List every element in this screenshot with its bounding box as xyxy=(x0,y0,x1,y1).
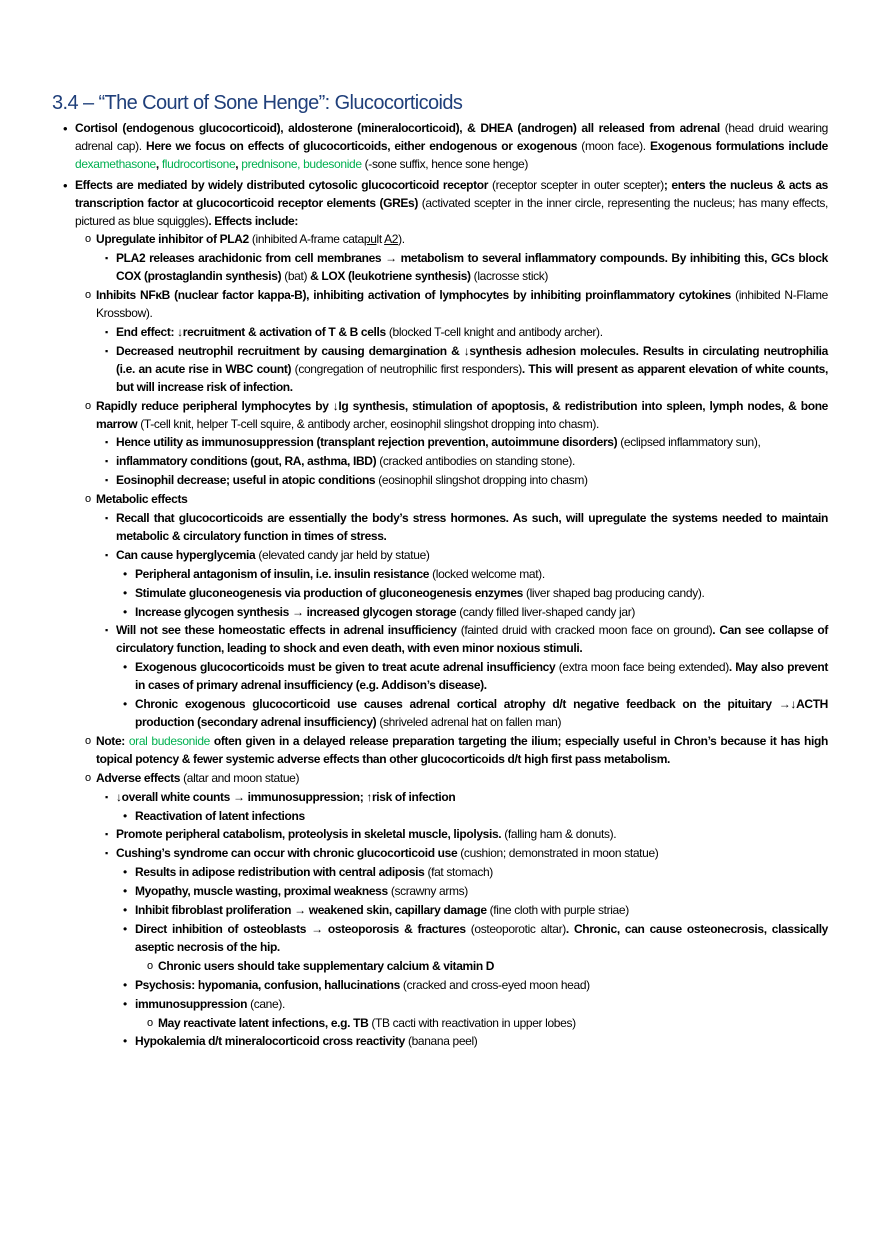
key-point-text: Increase glycogen synthesis → increased glycogen storage xyxy=(135,604,460,619)
bullet-marker-icon: o xyxy=(85,734,91,747)
list-item xyxy=(123,864,828,882)
bullet-marker-icon: • xyxy=(123,884,127,899)
bullet-marker-icon: ▪ xyxy=(105,549,108,560)
bullet-marker-icon: o xyxy=(85,289,91,302)
key-point-text: immunosuppression xyxy=(135,996,251,1011)
mnemonic-text: (fine cloth with purple striae) xyxy=(489,903,629,918)
list-item xyxy=(147,1015,828,1033)
bullet-marker-icon: • xyxy=(63,177,68,193)
bullet-marker-icon: o xyxy=(85,771,91,784)
key-point-text: Decreased neutrophil recruitment by causing demargination & ↓synthesis adhesion molecules. Results in circulating neutrophilia (i.e. an acute rise in WBC count) xyxy=(116,343,828,376)
mnemonic-text: (candy filled liver-shaped candy jar) xyxy=(459,604,635,619)
key-point-text: Stimulate gluconeogenesis via production of gluconeogenesis enzymes xyxy=(135,585,526,600)
list-item xyxy=(105,826,828,844)
mnemonic-text: (eosinophil slingshot dropping into chasm) xyxy=(378,473,588,488)
key-point-text: Chronic users should take supplementary calcium & vitamin D xyxy=(158,958,495,973)
list-item xyxy=(85,398,828,434)
bullet-marker-icon: ▪ xyxy=(105,791,108,802)
mnemonic-text: (fat stomach) xyxy=(427,865,493,880)
list-item xyxy=(105,324,828,342)
list-item xyxy=(105,472,828,490)
list-item xyxy=(123,659,828,695)
list-item xyxy=(105,343,828,397)
list-item xyxy=(85,287,828,323)
bullet-marker-icon: • xyxy=(123,604,127,619)
key-point-text: Note: xyxy=(96,733,129,748)
bullet-marker-icon: ▪ xyxy=(105,513,108,524)
mnemonic-text: (cracked and cross-eyed moon head) xyxy=(402,977,590,992)
key-point-text: Myopathy, muscle wasting, proximal weakness xyxy=(135,884,391,899)
list-item xyxy=(123,696,828,732)
key-point-text: Will not see these homeostatic effects in adrenal insufficiency xyxy=(116,623,461,638)
key-point-text: Inhibits NFκB (nuclear factor kappa-B), inhibiting activation of lymphocytes by inhibiting proinflammatory cytokines xyxy=(96,288,736,303)
key-point-text: Adverse effects xyxy=(96,770,184,785)
notes-list xyxy=(0,120,880,1051)
drug-name: prednisone, budesonide xyxy=(241,156,362,171)
drug-name: dexamethasone xyxy=(75,156,156,171)
bullet-marker-icon: • xyxy=(123,660,127,675)
key-point-text: End effect: ↓recruitment & activation of T & B cells xyxy=(116,324,389,339)
bullet-marker-icon: • xyxy=(123,996,127,1011)
list-item xyxy=(123,996,828,1014)
key-point-text: , xyxy=(235,156,242,171)
key-point-text: & LOX (leukotriene synthesis) xyxy=(310,269,474,284)
list-item xyxy=(85,770,828,788)
list-item xyxy=(123,902,828,920)
key-point-text: Can cause hyperglycemia xyxy=(116,547,259,562)
bullet-marker-icon: • xyxy=(123,903,127,918)
key-point-text: . Effects include: xyxy=(208,213,299,228)
list-item xyxy=(63,120,829,174)
list-item xyxy=(123,585,828,603)
list-item xyxy=(123,883,828,901)
bullet-marker-icon: o xyxy=(85,399,91,412)
bullet-marker-icon: ▪ xyxy=(105,625,108,636)
mnemonic-text: (T-cell knit, helper T-cell squire, & antibody archer, eosinophil slingshot dropping into chasm). xyxy=(140,416,599,431)
key-point-text: ↓overall white counts → immunosuppression; ↑risk of infection xyxy=(116,789,456,804)
bullet-marker-icon: • xyxy=(123,585,127,600)
key-point-text: Rapidly reduce peripheral lymphocytes by ↓Ig synthesis, stimulation of apoptosis, & redistribution into spleen, lymph nodes, & bone marrow xyxy=(96,398,828,431)
list-item xyxy=(85,231,828,249)
bullet-marker-icon: • xyxy=(123,865,127,880)
mnemonic-text: (-sone suffix, hence sone henge) xyxy=(361,156,529,171)
key-point-text: Eosinophil decrease; useful in atopic conditions xyxy=(116,473,379,488)
list-item xyxy=(105,547,828,565)
mnemonic-text: (elevated candy jar held by statue) xyxy=(258,547,430,562)
list-item xyxy=(123,977,828,995)
mnemonic-text: (liver shaped bag producing candy). xyxy=(525,585,705,600)
key-point-text: . Can see collapse of circulatory function, leading to shock and even death, with even minor noxious stimuli. xyxy=(116,623,828,656)
list-item xyxy=(63,177,828,231)
mnemonic-text: (moon face). xyxy=(581,138,650,153)
drug-name: fludrocortisone xyxy=(161,156,236,171)
mnemonic-text: (osteoporotic altar) xyxy=(470,921,566,936)
list-item xyxy=(105,434,828,452)
mnemonic-text: (cushion; demonstrated in moon statue) xyxy=(460,846,659,861)
key-point-text: Here we focus on effects of glucocorticoids, either endogenous or exogenous xyxy=(146,138,582,153)
list-item xyxy=(123,808,828,826)
key-point-text: . This will present as apparent elevation of white counts, but will increase risk of infection. xyxy=(116,361,828,394)
key-point-text: Direct inhibition of osteoblasts → osteoporosis & fractures xyxy=(135,921,471,936)
key-point-text: Exogenous glucocorticoids must be given to treat acute adrenal insufficiency xyxy=(135,660,559,675)
bullet-marker-icon: ▪ xyxy=(105,437,108,448)
mnemonic-text: A2 xyxy=(384,232,399,247)
mnemonic-text: (banana peel) xyxy=(407,1034,478,1049)
mnemonic-text: (fainted druid with cracked moon face on ground) xyxy=(460,623,713,638)
bullet-marker-icon: ▪ xyxy=(105,456,108,467)
key-point-text: , xyxy=(155,156,162,171)
mnemonic-text: pu xyxy=(363,232,377,247)
key-point-text: . May also prevent in cases of primary adrenal insufficiency (e.g. Addison’s disease). xyxy=(135,660,828,693)
bullet-marker-icon: • xyxy=(123,697,127,712)
mnemonic-text: (inhibited N-Flame Krossbow). xyxy=(96,288,828,321)
bullet-marker-icon: ▪ xyxy=(105,829,108,840)
mnemonic-text: (cracked antibodies on standing stone). xyxy=(379,454,576,469)
mnemonic-text: (receptor scepter in outer scepter) xyxy=(491,177,664,192)
mnemonic-text: (blocked T-cell knight and antibody archer). xyxy=(388,324,603,339)
key-point-text: Exogenous formulations include xyxy=(649,138,828,153)
key-point-text: Upregulate inhibitor of PLA2 xyxy=(96,232,252,247)
list-item xyxy=(105,510,828,546)
key-point-text: Metabolic effects xyxy=(96,492,188,507)
key-point-text: Psychosis: hypomania, confusion, hallucinations xyxy=(135,977,403,992)
key-point-text: Effects are mediated by widely distributed cytosolic glucocorticoid receptor xyxy=(75,177,492,192)
bullet-marker-icon: ▪ xyxy=(105,326,108,337)
mnemonic-text: (altar and moon statue) xyxy=(183,770,300,785)
key-point-text: Inhibit fibroblast proliferation → weakened skin, capillary damage xyxy=(135,903,490,918)
key-point-text: Reactivation of latent infections xyxy=(135,808,305,823)
list-item xyxy=(85,733,828,769)
bullet-marker-icon: ▪ xyxy=(105,253,108,264)
mnemonic-text: (cane). xyxy=(250,996,285,1011)
bullet-marker-icon: o xyxy=(85,493,91,506)
list-item xyxy=(123,1033,828,1051)
key-point-text: Peripheral antagonism of insulin, i.e. insulin resistance xyxy=(135,566,433,581)
page-title: 3.4 – “The Court of Sone Henge”: Glucocorticoids xyxy=(52,92,463,114)
key-point-text: May reactivate latent infections, e.g. TB xyxy=(158,1015,372,1030)
key-point-text: Cushing’s syndrome can occur with chronic glucocorticoid use xyxy=(116,846,461,861)
mnemonic-text: (TB cacti with reactivation in upper lobes) xyxy=(371,1015,576,1030)
key-point-text: inflammatory conditions (gout, RA, asthma, IBD) xyxy=(116,454,380,469)
mnemonic-text: (shriveled adrenal hat on fallen man) xyxy=(379,715,562,729)
bullet-marker-icon: ▪ xyxy=(105,345,108,356)
key-point-text: Hence utility as immunosuppression (transplant rejection prevention, autoimmune disorders) xyxy=(116,435,621,450)
key-point-text: Hypokalemia d/t mineralocorticoid cross reactivity xyxy=(135,1034,408,1049)
list-item xyxy=(105,453,828,471)
bullet-marker-icon: • xyxy=(123,566,127,581)
bullet-marker-icon: o xyxy=(147,959,153,972)
mnemonic-text: (falling ham & donuts). xyxy=(504,827,617,842)
mnemonic-text: lt xyxy=(376,232,385,247)
mnemonic-text: (lacrosse stick) xyxy=(473,269,549,284)
bullet-marker-icon: • xyxy=(123,1034,127,1049)
mnemonic-text: (eclipsed inflammatory sun), xyxy=(620,435,761,450)
key-point-text: Recall that glucocorticoids are essentially the body’s stress hormones. As such, will upregulate the systems needed to maintain metabolic & circulatory function in times of stress. xyxy=(116,511,828,543)
list-item xyxy=(85,491,828,509)
mnemonic-text: (locked welcome mat). xyxy=(432,566,545,581)
bullet-marker-icon: • xyxy=(123,921,127,936)
mnemonic-text: (head druid wearing adrenal cap). xyxy=(75,121,829,153)
key-point-text: . Chronic, can cause osteonecrosis, classically aseptic necrosis of the hip. xyxy=(135,921,828,954)
key-point-text: Cortisol (endogenous glucocorticoid), aldosterone (mineralocorticoid), & DHEA (androgen) all released from adrenal xyxy=(75,121,725,135)
mnemonic-text: (activated scepter in the inner circle, representing the nucleus; has many effects, pictured as blue squiggles) xyxy=(75,195,828,228)
mnemonic-text: (scrawny arms) xyxy=(390,884,468,899)
bullet-marker-icon: • xyxy=(123,977,127,992)
key-point-text: PLA2 releases arachidonic from cell membranes → metabolism to several inflammatory compounds. By inhibiting this, GCs block COX (prostaglandin synthesis) xyxy=(116,251,828,284)
key-point-text: Results in adipose redistribution with central adiposis xyxy=(135,865,428,880)
list-item xyxy=(105,845,828,863)
key-point-text: Promote peripheral catabolism, proteolysis in skeletal muscle, lipolysis. xyxy=(116,827,505,842)
list-item xyxy=(105,250,828,286)
list-item xyxy=(105,622,828,658)
bullet-marker-icon: • xyxy=(123,808,127,823)
bullet-marker-icon: ▪ xyxy=(105,475,108,486)
list-item xyxy=(105,789,828,807)
drug-name: oral budesonide xyxy=(128,733,210,748)
key-point-text: often given in a delayed release preparation targeting the ilium; especially useful in Chron’s because it has high topical potency & fewer systemic adverse effects than other glucocorticoids d/t high first pass metabolism. xyxy=(96,733,828,766)
bullet-marker-icon: • xyxy=(63,121,68,136)
bullet-marker-icon: o xyxy=(147,1016,153,1029)
mnemonic-text: (inhibited A-frame cata xyxy=(251,232,364,247)
bullet-marker-icon: ▪ xyxy=(105,848,108,859)
bullet-marker-icon: o xyxy=(85,233,91,246)
list-item xyxy=(123,566,828,584)
list-item xyxy=(147,958,828,976)
mnemonic-text: (extra moon face being extended) xyxy=(558,660,729,675)
list-item xyxy=(123,921,828,957)
list-item xyxy=(123,604,828,622)
mnemonic-text: (congregation of neutrophilic first responders) xyxy=(294,361,522,376)
mnemonic-text: (bat) xyxy=(284,269,311,284)
key-point-text: ; enters the nucleus & acts as transcription factor at glucocorticoid receptor elements (GREs) xyxy=(75,177,828,210)
key-point-text: Chronic exogenous glucocorticoid use causes adrenal cortical atrophy d/t negative feedback on the pituitary →↓ACTH production (secondary adrenal insufficiency) xyxy=(135,697,828,729)
mnemonic-text: ). xyxy=(398,232,405,247)
